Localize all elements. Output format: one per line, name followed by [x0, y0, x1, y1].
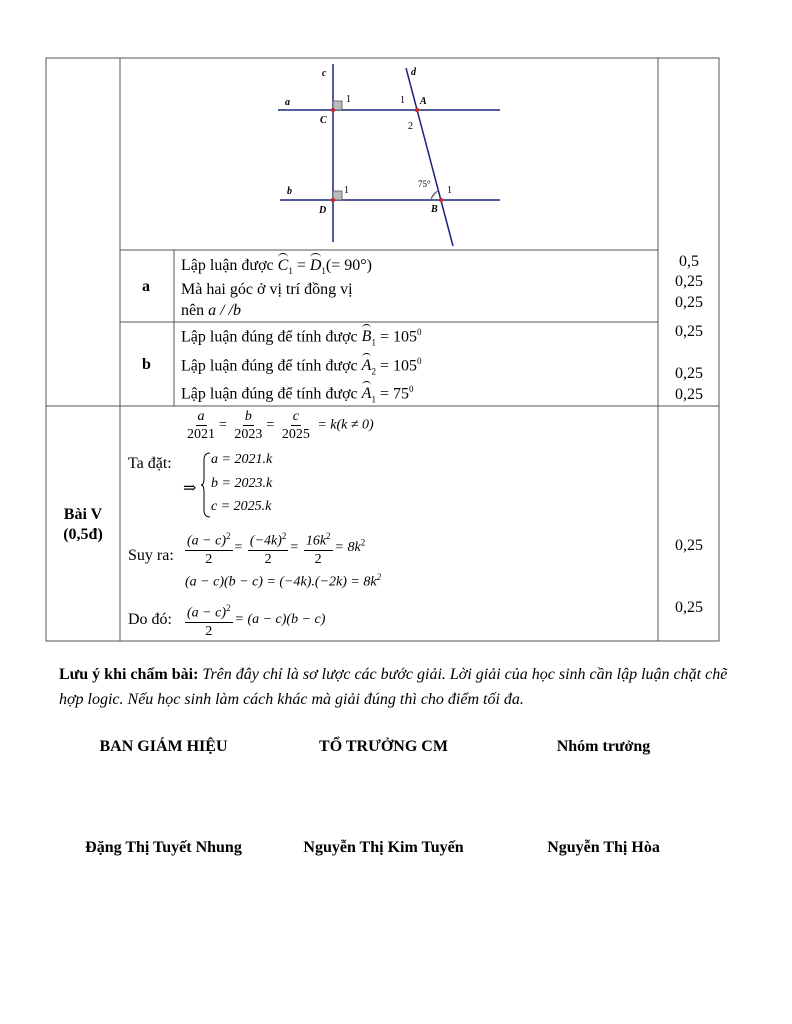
part-b-label: b	[142, 356, 151, 373]
product-expr: $(a - c)(b - c) = (-4k).(-2k) = 8k^2$	[185, 572, 382, 590]
angle-A2: 2	[408, 121, 413, 132]
score-a-1: 0,5	[679, 253, 699, 270]
score-a-2: 0,25	[675, 273, 703, 290]
sys-a: a = 2021.k	[211, 452, 273, 467]
sys-b: b = 2023.k	[211, 476, 273, 491]
bai5-title: Bài V	[63, 506, 103, 523]
role-head: TỔ TRƯỞNG CM	[319, 738, 448, 755]
role-principal: BAN GIÁM HIỆU	[99, 738, 228, 755]
label-A: A	[420, 96, 427, 107]
ratio-equation: $\frac{a}{2021}$ = $\frac{b}{2023}$ = $\frac{c}{2025}$ = k(k ≠ 0)	[187, 409, 374, 442]
name-head: Nguyễn Thị Kim Tuyến	[303, 839, 464, 856]
geometry-figure	[270, 60, 510, 250]
score-b-2: 0,25	[675, 365, 703, 382]
part-a-line3: nên a / /b	[181, 302, 241, 319]
label-d: d	[411, 67, 416, 78]
label-b: b	[287, 186, 292, 197]
suy-ra-label: Suy ra:	[128, 547, 174, 564]
conclusion-expr: $\frac{(a - c)^2}{2}$ = (a − c)(b − c)	[183, 600, 325, 640]
part-b-line2: Lập luận đúng để tính được $A_2 = 105^0$	[181, 356, 422, 377]
role-group-lead: Nhóm trưởng	[556, 738, 651, 755]
angle-75: 75°	[418, 179, 431, 189]
name-principal: Đặng Thị Tuyết Nhung	[85, 839, 242, 856]
label-C: C	[320, 115, 327, 126]
part-b-line3: Lập luận đúng để tính được $A_1 = 75^0$	[181, 384, 414, 405]
label-c: c	[322, 68, 327, 79]
part-a-label: a	[142, 278, 150, 295]
label-B: B	[431, 204, 438, 215]
angle-C1: 1	[346, 94, 351, 105]
part-b-line1: Lập luận đúng để tính được $B_1 = 105^0$	[181, 327, 422, 348]
name-group-lead: Nguyễn Thị Hòa	[547, 839, 660, 856]
score-5-1: 0,25	[675, 537, 703, 554]
grading-note: Lưu ý khi chấm bài: Trên đây chỉ là sơ lược các bước giải. Lời giải của học sinh cần lập luận chặt chẽ hợp logic. Nếu học sinh làm cách khác mà giải đúng thì cho điểm tối đa.	[59, 666, 728, 708]
angle-D1: 1	[344, 185, 349, 196]
bai5-points: (0,5đ)	[63, 526, 103, 543]
score-5-2: 0,25	[675, 599, 703, 616]
angle-B1: 1	[447, 185, 452, 196]
sys-c: c = 2025.k	[211, 499, 272, 514]
label-a: a	[285, 97, 290, 108]
suy-ra-expr: $\frac{(a - c)^2}{2}$ = $\frac{(-4k)^2}{2}$ = $\frac{16k^2}{2}$ = $8k^2$	[183, 528, 365, 568]
part-a-line1: Lập luận được $C_1 = D_1(= 90^\circ)$	[181, 257, 372, 277]
implies-arrow: ⇒	[183, 480, 197, 497]
do-do-label: Do đó:	[128, 611, 172, 628]
score-b-1: 0,25	[675, 323, 703, 340]
part-a-line2: Mà hai góc ở vị trí đồng vị	[181, 281, 353, 298]
label-D: D	[319, 205, 327, 216]
ta-dat-label: Ta đặt:	[128, 455, 172, 472]
angle-A1: 1	[400, 95, 405, 106]
score-a-3: 0,25	[675, 294, 703, 311]
score-b-3: 0,25	[675, 386, 703, 403]
